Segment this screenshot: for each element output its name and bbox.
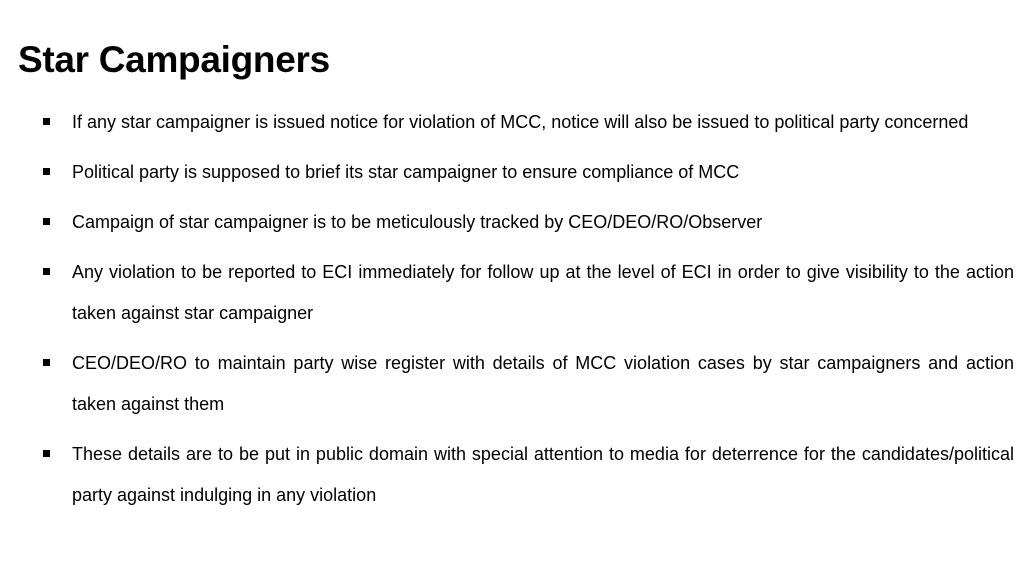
square-bullet-icon	[43, 268, 50, 275]
bullet-item	[40, 252, 1014, 334]
bullet-item	[40, 202, 1014, 243]
square-bullet-icon	[43, 218, 50, 225]
slide-title: Star Campaigners	[18, 39, 330, 80]
bullet-text: These details are to be put in public domain with special attention to media for deterrence for the candidates/political party against indulging in any violation	[72, 444, 1014, 505]
square-bullet-icon	[43, 168, 50, 175]
bullet-text: If any star campaigner is issued notice for violation of MCC, notice will also be issued to political party concerned	[72, 112, 969, 132]
bullet-item	[40, 102, 1014, 143]
bullet-item	[40, 343, 1014, 425]
bullet-item	[40, 152, 1014, 193]
square-bullet-icon	[43, 118, 50, 125]
square-bullet-icon	[43, 450, 50, 457]
bullet-item	[40, 434, 1014, 516]
bullet-text: Political party is supposed to brief its star campaigner to ensure compliance of MCC	[72, 162, 740, 182]
bullet-text: Campaign of star campaigner is to be meticulously tracked by CEO/DEO/RO/Observer	[72, 212, 763, 232]
bullet-text: Any violation to be reported to ECI immediately for follow up at the level of ECI in order to give visibility to the action taken against star campaigner	[72, 262, 1014, 323]
bullet-list	[40, 102, 1014, 525]
square-bullet-icon	[43, 359, 50, 366]
bullet-text: CEO/DEO/RO to maintain party wise register with details of MCC violation cases by star campaigners and action taken against them	[72, 353, 1014, 414]
